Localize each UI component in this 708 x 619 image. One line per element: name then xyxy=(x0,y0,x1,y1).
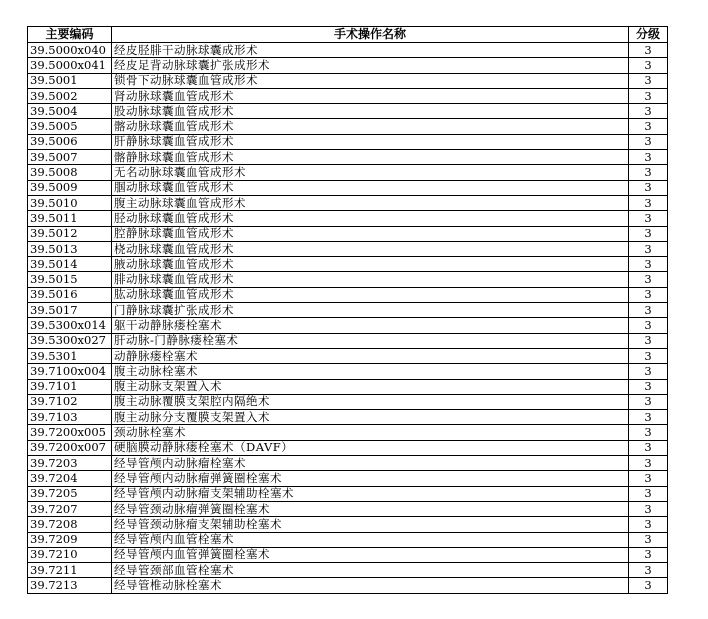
table-row xyxy=(28,547,668,562)
grade-cell: 3 xyxy=(629,333,668,348)
procedure-name-cell: 桡动脉球囊血管成形术 xyxy=(112,241,629,256)
code-cell: 39.5010 xyxy=(28,195,112,210)
grade-cell: 3 xyxy=(629,287,668,302)
grade-cell: 3 xyxy=(629,43,668,58)
code-cell: 39.5012 xyxy=(28,226,112,241)
code-cell: 39.5001 xyxy=(28,73,112,88)
procedure-name-cell: 经导管颅内动脉瘤弹簧圈栓塞术 xyxy=(112,471,629,486)
table-row xyxy=(28,563,668,578)
code-cell: 39.7102 xyxy=(28,394,112,409)
procedure-name-cell: 颈动脉栓塞术 xyxy=(112,425,629,440)
grade-cell: 3 xyxy=(629,379,668,394)
grade-cell: 3 xyxy=(629,180,668,195)
procedure-name-cell: 肝动脉-门静脉瘘栓塞术 xyxy=(112,333,629,348)
code-cell: 39.7203 xyxy=(28,456,112,471)
procedure-name-cell: 肝静脉球囊血管成形术 xyxy=(112,134,629,149)
code-cell: 39.7209 xyxy=(28,532,112,547)
grade-cell: 3 xyxy=(629,501,668,516)
table-row xyxy=(28,425,668,440)
grade-cell: 3 xyxy=(629,241,668,256)
procedure-name-cell: 硬脑膜动静脉瘘栓塞术（DAVF） xyxy=(112,440,629,455)
grade-cell: 3 xyxy=(629,547,668,562)
procedure-name-cell: 经导管颅内动脉瘤栓塞术 xyxy=(112,456,629,471)
code-cell: 39.5006 xyxy=(28,134,112,149)
grade-cell: 3 xyxy=(629,195,668,210)
procedure-name-cell: 腹主动脉栓塞术 xyxy=(112,364,629,379)
grade-cell: 3 xyxy=(629,73,668,88)
code-cell: 39.5300x027 xyxy=(28,333,112,348)
code-cell: 39.7200x005 xyxy=(28,425,112,440)
table-row xyxy=(28,318,668,333)
grade-cell: 3 xyxy=(629,348,668,363)
table-row xyxy=(28,104,668,119)
procedure-name-cell: 腔静脉球囊血管成形术 xyxy=(112,226,629,241)
grade-cell: 3 xyxy=(629,471,668,486)
grade-cell: 3 xyxy=(629,410,668,425)
grade-cell: 3 xyxy=(629,134,668,149)
procedure-name-cell: 经导管颅内血管栓塞术 xyxy=(112,532,629,547)
code-cell: 39.7213 xyxy=(28,578,112,593)
code-cell: 39.5005 xyxy=(28,119,112,134)
procedure-name-cell: 腹主动脉球囊血管成形术 xyxy=(112,195,629,210)
grade-cell: 3 xyxy=(629,440,668,455)
procedure-name-cell: 躯干动静脉瘘栓塞术 xyxy=(112,318,629,333)
procedure-name-cell: 肾动脉球囊血管成形术 xyxy=(112,88,629,103)
table-row xyxy=(28,134,668,149)
procedure-name-cell: 胫动脉球囊血管成形术 xyxy=(112,211,629,226)
table-row xyxy=(28,165,668,180)
table-row xyxy=(28,410,668,425)
procedure-name-cell: 髂静脉球囊血管成形术 xyxy=(112,150,629,165)
table-row xyxy=(28,88,668,103)
code-cell: 39.5011 xyxy=(28,211,112,226)
table-row xyxy=(28,456,668,471)
procedure-name-cell: 经导管颈部血管栓塞术 xyxy=(112,563,629,578)
procedure-name-cell: 经导管颈动脉瘤弹簧圈栓塞术 xyxy=(112,501,629,516)
code-cell: 39.5014 xyxy=(28,257,112,272)
code-cell: 39.5000x041 xyxy=(28,58,112,73)
grade-cell: 3 xyxy=(629,425,668,440)
code-cell: 39.7211 xyxy=(28,563,112,578)
table-row xyxy=(28,578,668,593)
grade-cell: 3 xyxy=(629,88,668,103)
table-row xyxy=(28,364,668,379)
table-row xyxy=(28,303,668,318)
procedure-name-cell: 动静脉瘘栓塞术 xyxy=(112,348,629,363)
procedure-name-cell: 经导管颈动脉瘤支架辅助栓塞术 xyxy=(112,517,629,532)
procedure-name-cell: 经皮胫腓干动脉球囊成形术 xyxy=(112,43,629,58)
procedure-name-cell: 腘动脉球囊血管成形术 xyxy=(112,180,629,195)
grade-cell: 3 xyxy=(629,303,668,318)
code-cell: 39.5015 xyxy=(28,272,112,287)
grade-cell: 3 xyxy=(629,364,668,379)
table-row xyxy=(28,119,668,134)
header-grade: 分级 xyxy=(629,27,668,43)
procedure-name-cell: 腹主动脉覆膜支架腔内隔绝术 xyxy=(112,394,629,409)
procedure-name-cell: 经导管颅内血管弹簧圈栓塞术 xyxy=(112,547,629,562)
grade-cell: 3 xyxy=(629,150,668,165)
grade-cell: 3 xyxy=(629,578,668,593)
table-row xyxy=(28,150,668,165)
grade-cell: 3 xyxy=(629,563,668,578)
header-row xyxy=(28,27,668,43)
code-cell: 39.7103 xyxy=(28,410,112,425)
code-cell: 39.5300x014 xyxy=(28,318,112,333)
procedure-name-cell: 腹主动脉分支覆膜支架置入术 xyxy=(112,410,629,425)
code-cell: 39.7208 xyxy=(28,517,112,532)
code-cell: 39.7204 xyxy=(28,471,112,486)
grade-cell: 3 xyxy=(629,486,668,501)
table-row xyxy=(28,501,668,516)
grade-cell: 3 xyxy=(629,456,668,471)
procedure-name-cell: 锁骨下动脉球囊血管成形术 xyxy=(112,73,629,88)
table-row xyxy=(28,379,668,394)
header-procedure-name: 手术操作名称 xyxy=(112,27,629,43)
grade-cell: 3 xyxy=(629,119,668,134)
code-cell: 39.5017 xyxy=(28,303,112,318)
procedure-name-cell: 股动脉球囊血管成形术 xyxy=(112,104,629,119)
procedure-name-cell: 腓动脉球囊血管成形术 xyxy=(112,272,629,287)
table-body xyxy=(28,43,668,594)
code-cell: 39.7210 xyxy=(28,547,112,562)
table-row xyxy=(28,211,668,226)
procedure-name-cell: 腹主动脉支架置入术 xyxy=(112,379,629,394)
table-row xyxy=(28,195,668,210)
table-row xyxy=(28,180,668,195)
table-row xyxy=(28,73,668,88)
procedure-name-cell: 经皮足背动脉球囊扩张成形术 xyxy=(112,58,629,73)
header-code: 主要编码 xyxy=(28,27,112,43)
grade-cell: 3 xyxy=(629,226,668,241)
table-row xyxy=(28,486,668,501)
procedure-name-cell: 经导管椎动脉栓塞术 xyxy=(112,578,629,593)
grade-cell: 3 xyxy=(629,272,668,287)
code-cell: 39.7200x007 xyxy=(28,440,112,455)
code-cell: 39.7205 xyxy=(28,486,112,501)
code-cell: 39.5013 xyxy=(28,241,112,256)
grade-cell: 3 xyxy=(629,257,668,272)
table-row xyxy=(28,517,668,532)
code-cell: 39.5016 xyxy=(28,287,112,302)
grade-cell: 3 xyxy=(629,318,668,333)
table-row xyxy=(28,226,668,241)
table-row xyxy=(28,58,668,73)
code-cell: 39.5301 xyxy=(28,348,112,363)
grade-cell: 3 xyxy=(629,58,668,73)
procedure-name-cell: 经导管颅内动脉瘤支架辅助栓塞术 xyxy=(112,486,629,501)
code-cell: 39.7207 xyxy=(28,501,112,516)
grade-cell: 3 xyxy=(629,104,668,119)
table-row xyxy=(28,532,668,547)
table-row xyxy=(28,257,668,272)
table-row xyxy=(28,471,668,486)
code-cell: 39.5009 xyxy=(28,180,112,195)
procedure-table xyxy=(27,26,668,594)
code-cell: 39.7100x004 xyxy=(28,364,112,379)
code-cell: 39.5007 xyxy=(28,150,112,165)
table-row xyxy=(28,272,668,287)
table-row xyxy=(28,440,668,455)
grade-cell: 3 xyxy=(629,532,668,547)
table-row xyxy=(28,241,668,256)
procedure-name-cell: 无名动脉球囊血管成形术 xyxy=(112,165,629,180)
code-cell: 39.5004 xyxy=(28,104,112,119)
table-row xyxy=(28,287,668,302)
grade-cell: 3 xyxy=(629,165,668,180)
code-cell: 39.5002 xyxy=(28,88,112,103)
table-row xyxy=(28,43,668,58)
code-cell: 39.7101 xyxy=(28,379,112,394)
table-row xyxy=(28,348,668,363)
grade-cell: 3 xyxy=(629,211,668,226)
code-cell: 39.5008 xyxy=(28,165,112,180)
code-cell: 39.5000x040 xyxy=(28,43,112,58)
procedure-name-cell: 肱动脉球囊血管成形术 xyxy=(112,287,629,302)
procedure-name-cell: 门静脉球囊扩张成形术 xyxy=(112,303,629,318)
grade-cell: 3 xyxy=(629,517,668,532)
procedure-name-cell: 髂动脉球囊血管成形术 xyxy=(112,119,629,134)
table-row xyxy=(28,333,668,348)
procedure-name-cell: 腋动脉球囊血管成形术 xyxy=(112,257,629,272)
grade-cell: 3 xyxy=(629,394,668,409)
table-row xyxy=(28,394,668,409)
